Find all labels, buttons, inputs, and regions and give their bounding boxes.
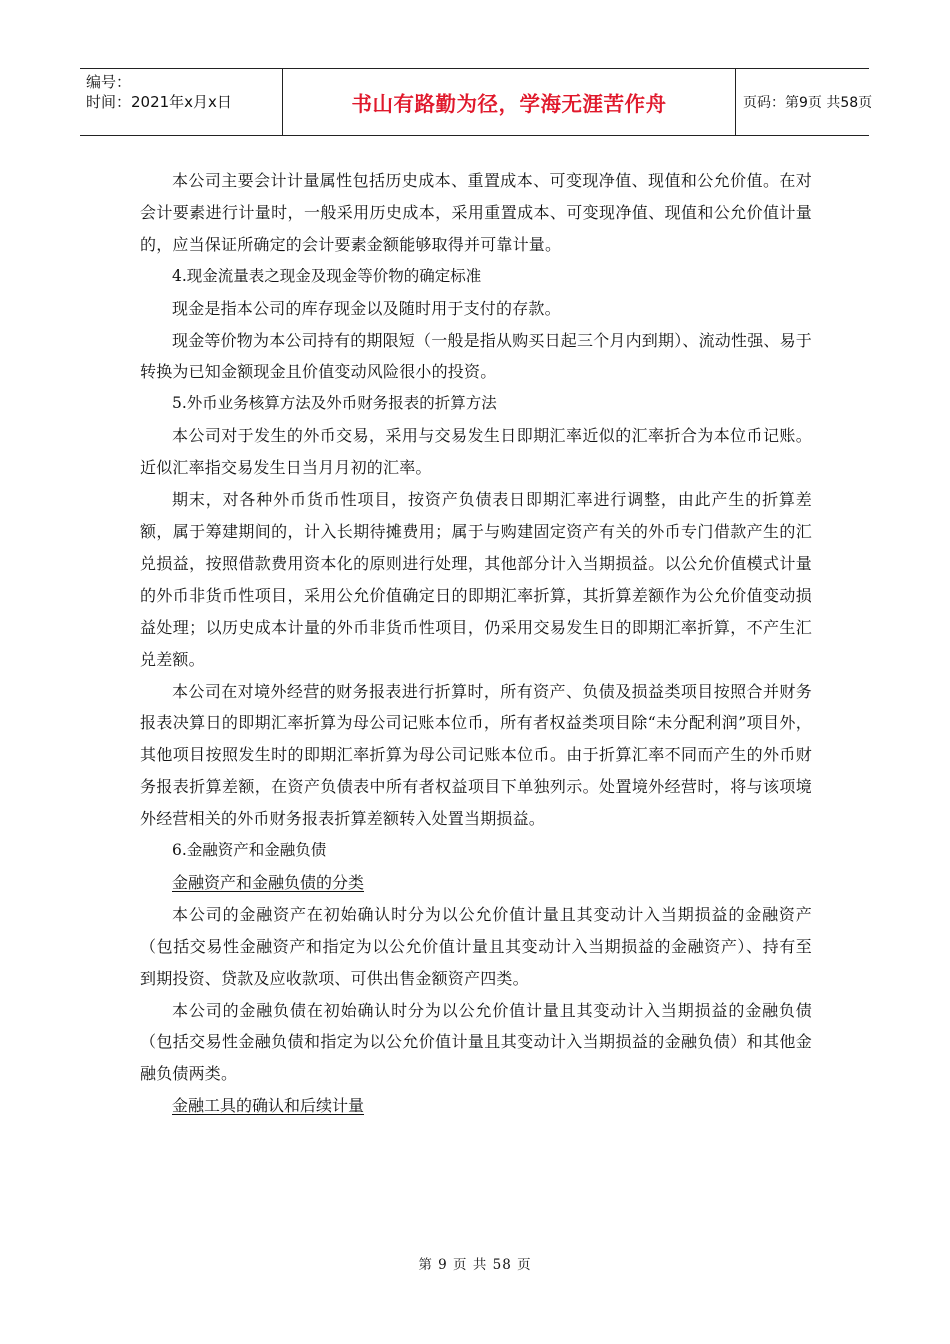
subheading-recognition-text: 金融工具的确认和后续计量 bbox=[172, 1096, 365, 1116]
paragraph-overseas-translation: 本公司在对境外经营的财务报表进行折算时，所有资产、负债及损益类项目按照合并财务报表决算日的即期汇率折算为母公司记账本位币，所有者权益类项目除“未分配利润”项目外，其他项目按照发生时的即期汇率折算为母公司记账本位币。由于折算汇率不同而产生的外币财务报表折算差额，在资产负债表中所有者权益项目下单独列示。处置境外经营时，将与该项境外经营相关的外币财务报表折算差额转入处置当期损益。 bbox=[140, 681, 812, 829]
paragraph-measurement-attributes: 本公司主要会计计量属性包括历史成本、重置成本、可变现净值、现值和公允价值。在对会计要素进行计量时，一般采用历史成本，采用重置成本、可变现净值、现值和公允价值计量的，应当保证所确定的会计要素金额能够取得并可靠计量。 bbox=[140, 171, 812, 254]
serial-label: 编号： bbox=[86, 73, 132, 91]
page-code: 页码：第9页 共58页 bbox=[743, 95, 873, 111]
footer-page-number: 第 9 页 共 58 页 bbox=[418, 1257, 532, 1273]
section-heading-financial-instruments: 6.金融资产和金融负债 bbox=[172, 841, 327, 860]
subheading-classification bbox=[140, 867, 812, 899]
subheading-classification-text: 金融资产和金融负债的分类 bbox=[172, 872, 365, 892]
page-footer bbox=[0, 1253, 950, 1273]
paragraph-cash-equivalents-definition: 现金等价物为本公司持有的期限短（一般是指从购买日起三个月内到期）、流动性强、易于转换为已知金额现金且价值变动风险很小的投资。 bbox=[140, 330, 813, 382]
document-body bbox=[140, 165, 812, 1122]
header-page-cell bbox=[736, 69, 873, 135]
section-heading-foreign-currency: 5.外币业务核算方法及外币财务报表的折算方法 bbox=[172, 394, 497, 413]
page-header bbox=[80, 68, 873, 136]
paragraph-financial-liabilities-classification: 本公司的金融负债在初始确认时分为以公允价值计量且其变动计入当期损益的金融负债（包括交易性金融负债和指定为以公允价值计量且其变动计入当期损益的金融负债）和其他金融负债两类。 bbox=[140, 1000, 812, 1084]
subheading-recognition bbox=[140, 1090, 812, 1122]
section-heading-cash-equivalents: 4.现金流量表之现金及现金等价物的确定标准 bbox=[172, 266, 482, 285]
paragraph-cash-definition: 现金是指本公司的库存现金以及随时用于支付的存款。 bbox=[172, 298, 561, 318]
paragraph-period-end-adjustment: 期末，对各种外币货币性项目，按资产负债表日即期汇率进行调整，由此产生的折算差额，属于筹建期间的，计入长期待摊费用；属于与购建固定资产有关的外币专门借款产生的汇兑损益，按照借款费用资本化的原则进行处理，其他部分计入当期损益。以公允价值模式计量的外币非货币性项目，采用公允价值确定日的即期汇率折算，其折算差额作为公允价值变动损益处理；以历史成本计量的外币非货币性项目，仍采用交易发生日的即期汇率折算，不产生汇兑差额。 bbox=[140, 490, 812, 669]
header-motto-cell bbox=[283, 69, 736, 135]
paragraph-financial-assets-classification: 本公司的金融资产在初始确认时分为以公允价值计量且其变动计入当期损益的金融资产（包括交易性金融资产和指定为以公允价值计量且其变动计入当期损益的金融资产）、持有至到期投资、贷款及应收款项、可供出售金额资产四类。 bbox=[140, 904, 812, 988]
header-info-cell bbox=[80, 69, 283, 135]
motto-text: 书山有路勤为径，学海无涯苦作舟 bbox=[351, 92, 667, 116]
paragraph-foreign-transactions: 本公司对于发生的外币交易，采用与交易发生日即期汇率近似的汇率折合为本位币记账。近似汇率指交易发生日当月月初的汇率。 bbox=[140, 426, 812, 478]
date-label: 时间：2021年x月x日 bbox=[86, 93, 232, 111]
